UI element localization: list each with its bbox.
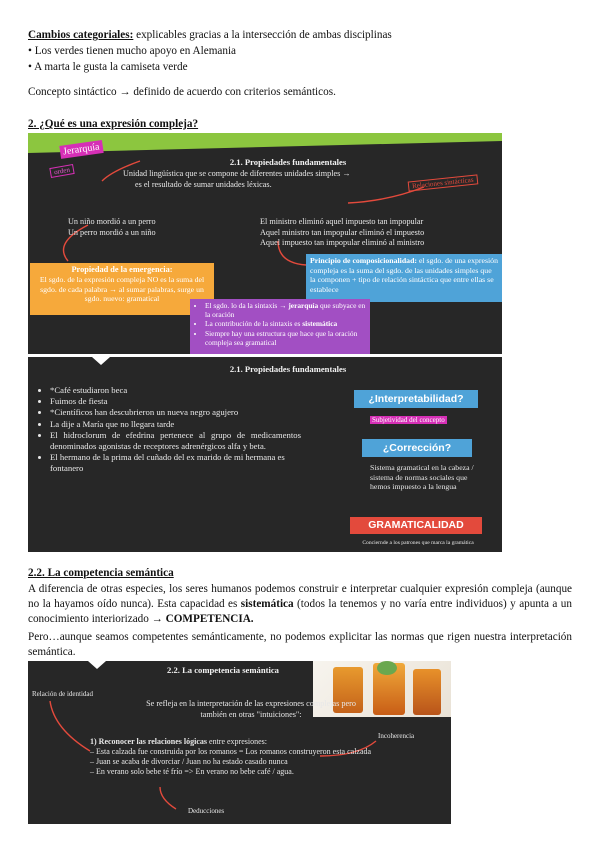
slide2-example-2: • Fuimos de fiesta bbox=[50, 396, 301, 407]
emergencia-text: El sgdo. de la expresión compleja NO es la suma del sgdo. de cada palabra → al sumar palabras, surge un sgdo. nuevo: gramatical bbox=[39, 274, 205, 304]
composicionalidad-text: el sgdo. de una expresión compleja es la suma del sgdo. de las unidades simples que la componen + tipo de relación sintáctica que entre ellas se establece bbox=[310, 256, 498, 294]
slide2-examples bbox=[36, 385, 301, 475]
jerarquia-item-3: • Siempre hay una estructura que hace que la oración compleja sea gramatical bbox=[205, 329, 367, 347]
jerarquia-list bbox=[193, 301, 367, 347]
example-right-3: Aquel impuesto tan impopular eliminó al ministro bbox=[260, 238, 425, 247]
gramaticalidad-sub: Conciernde a los patrones que marca la gramática bbox=[362, 540, 474, 546]
example-right-1: El ministro eliminó aquel impuesto tan impopular bbox=[260, 217, 424, 226]
slide2-notch bbox=[92, 357, 110, 365]
slide2-example-6: • El hermano de la prima del cuñado del ex marido de mi hermana es fontanero bbox=[50, 452, 301, 474]
tag-relaciones-sintacticas: Relaciones sintácticas bbox=[408, 174, 478, 191]
tag-subjetividad: Subjetividad del concepto bbox=[372, 416, 445, 424]
intro-bullet-2: • A marta le gusta la camiseta verde bbox=[28, 61, 188, 73]
section22-para2: Pero…aunque seamos competentes semánticamente, no podemos explicitar las normas que rigen nuestra interpretación semántica. bbox=[28, 631, 572, 658]
jerarquia-item-1: • El sgdo. lo da la sintaxis → jerarquía que subyace en la oración bbox=[205, 301, 367, 319]
example-left bbox=[68, 217, 156, 238]
composicionalidad-title: Principio de composicionalidad: bbox=[310, 256, 417, 265]
slide3-line-3: – En verano solo bebe té frío => En verano no bebe café / agua. bbox=[90, 767, 294, 776]
slide3-logic bbox=[90, 737, 390, 777]
intro-bullet-1: • Los verdes tienen mucho apoyo en Alemania bbox=[28, 45, 237, 57]
arrow-identidad bbox=[50, 701, 90, 751]
example-right-2: Aquel ministro tan impopular eliminó el impuesto bbox=[260, 227, 425, 237]
emergencia-title: Propiedad de la emergencia: bbox=[71, 265, 173, 274]
correccion-text: Sistema gramatical en la cabeza / sistema de normas sociales que hemos impuesto a la lengua bbox=[370, 463, 474, 492]
slide2-example-5: • El hidroclorum de efedrina pertenece al grupo de medicamentos denominados agonistas de receptores adrenérgicos alfa y beta. bbox=[50, 430, 301, 452]
arrow-deducciones bbox=[160, 787, 176, 809]
example-left-2: Un perro mordió a un niño bbox=[68, 227, 156, 237]
slide1-title: 2.1. Propiedades fundamentales bbox=[229, 157, 347, 167]
section22-para1: A diferencia de otras especies, los seres humanos podemos construir e interpretar cualquier expresión compleja (aunque no la hayamos oído nunca). Esta capacidad es sistemática (todos la tenemos y no varía entre individuos) y apunta a un conocimiento interiorizado → COMPETENCIA. bbox=[28, 583, 572, 625]
example-left-1: Un niño mordió a un perro bbox=[68, 217, 156, 226]
slide1-definition-line2: es el resultado de sumar unidades léxicas. bbox=[135, 179, 272, 189]
box-composicionalidad bbox=[306, 254, 502, 302]
tag-orden: orden bbox=[49, 164, 74, 178]
incoherencia-label: Incoherencia bbox=[378, 732, 415, 740]
slide3-intro: Se refleja en la interpretación de las expresiones complejas pero también en otras "intuiciones": bbox=[146, 699, 356, 719]
arrow-relaciones bbox=[348, 187, 424, 203]
slide-competencia-semantica bbox=[28, 661, 451, 824]
box-emergencia bbox=[30, 263, 214, 315]
slide3-line-2: – Juan se acaba de divorciar / Juan no ha estado casado nunca bbox=[90, 757, 288, 766]
slide-propiedades-fundamentales bbox=[28, 357, 502, 552]
slide-expresion-compleja bbox=[28, 133, 502, 354]
slide2-title: 2.1. Propiedades fundamentales bbox=[229, 364, 347, 374]
slide2-example-1: • *Café estudiaron beca bbox=[50, 385, 301, 396]
box-interpretabilidad: ¿Interpretabilidad? bbox=[354, 390, 478, 408]
intro-heading-bold: Cambios categoriales: bbox=[28, 29, 134, 41]
section2-title: 2. ¿Qué es una expresión compleja? bbox=[28, 118, 199, 130]
slide3-logic-heading: 1) Reconocer las relaciones lógicas entre expresiones: bbox=[90, 737, 267, 746]
slide2-example-3: • *Científicos han descubrieron un nueva negro agujero bbox=[50, 407, 301, 418]
slide3-line-1: – Esta calzada fue construida por los romanos = Los romanos construyeron esta calzada bbox=[90, 747, 372, 756]
slide2-example-4: • La dije a María que no llegara tarde bbox=[50, 419, 301, 430]
slide3-title: 2.2. La competencia semántica bbox=[167, 665, 279, 675]
box-gramaticalidad: GRAMATICALIDAD bbox=[350, 517, 482, 534]
intro-heading-rest: explicables gracias a la intersección de ambas disciplinas bbox=[133, 29, 392, 41]
intro-heading bbox=[28, 28, 588, 43]
box-jerarquia bbox=[190, 299, 370, 354]
intro-concept: Concepto sintáctico → definido de acuerdo con criterios semánticos. bbox=[28, 86, 336, 98]
relacion-identidad: Relación de identidad bbox=[32, 690, 94, 698]
box-correccion: ¿Corrección? bbox=[362, 439, 472, 457]
tag-jerarquia: Jerarquía bbox=[59, 140, 103, 159]
jerarquia-item-2: • La contribución de la sintaxis es sistemática bbox=[205, 319, 367, 328]
section22-title: 2.2. La competencia semántica bbox=[28, 567, 174, 579]
arrow-jerarquia bbox=[102, 161, 140, 181]
deducciones-label: Deducciones bbox=[188, 807, 225, 815]
slide1-definition-line1: Unidad lingüística que se compone de diferentes unidades simples → bbox=[123, 169, 351, 178]
example-right bbox=[260, 217, 424, 249]
